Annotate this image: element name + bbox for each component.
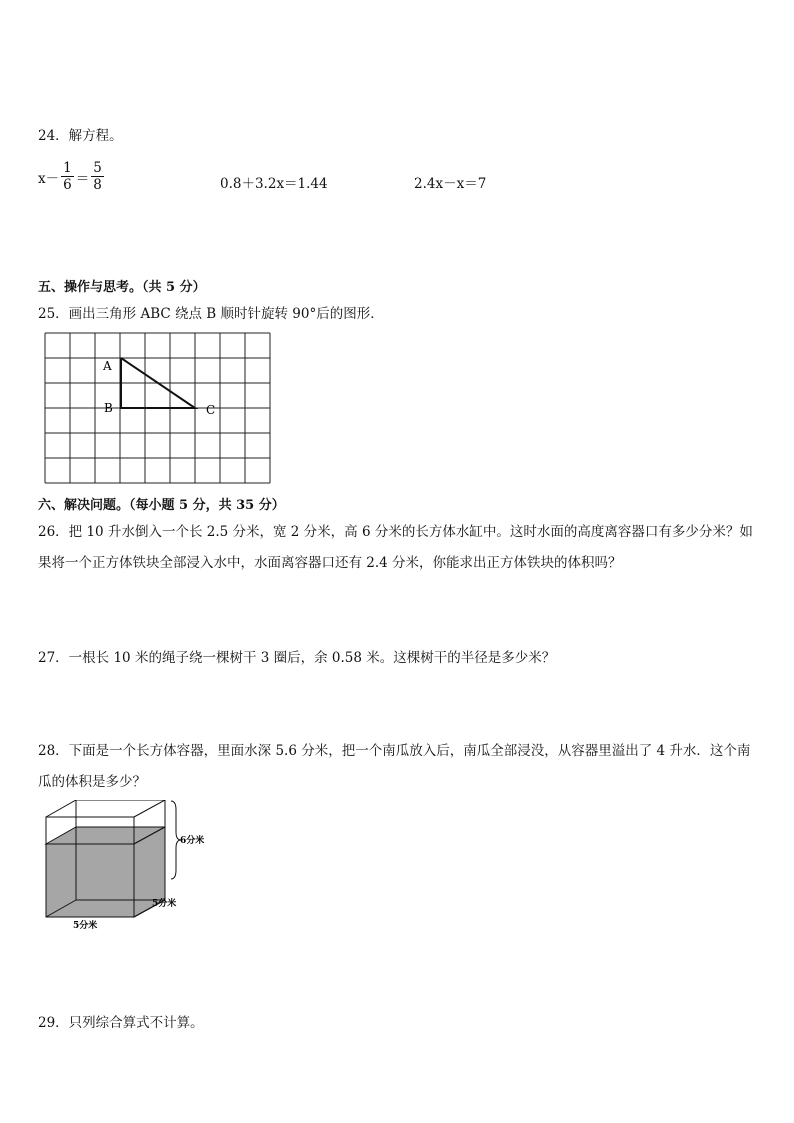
frac1-denominator: 6 <box>63 177 72 193</box>
width-label: 5分米 <box>73 921 98 931</box>
q26-line2: 果将一个正方体铁块全部浸入水中，水面离容器口还有 2.4 分米，你能求出正方体铁块的体积吗？ <box>38 555 622 571</box>
eq1-equals: ＝ <box>75 170 90 187</box>
frac2-denominator: 8 <box>93 177 102 193</box>
vertex-label-b: B <box>104 401 113 415</box>
water-body <box>46 827 165 917</box>
container-figure <box>40 800 220 935</box>
q25-text: 25．画出三角形 ABC 绕点 B 顺时针旋转 90°后的图形． <box>38 306 384 322</box>
vertex-label-a: A <box>103 359 112 373</box>
height-label: 6分米 <box>180 836 205 846</box>
depth-label: 5分米 <box>152 899 177 909</box>
q27-text: 27．一根长 10 米的绳子绕一棵树干 3 圈后，余 0.58 米。这棵树干的半径是多少米？ <box>38 650 556 666</box>
fraction-one-sixth <box>61 160 74 193</box>
frac2-numerator: 5 <box>93 160 102 176</box>
fraction-five-eighths <box>91 160 104 193</box>
q28-line2: 瓜的体积是多少？ <box>38 774 146 790</box>
section6-heading: 六、解决问题。（每小题 5 分，共 35 分） <box>38 498 285 513</box>
section5-heading: 五、操作与思考。（共 5 分） <box>38 280 206 295</box>
eq1-lhs: x－ <box>38 170 60 187</box>
rotation-grid <box>40 330 276 490</box>
frac1-numerator: 1 <box>63 160 72 176</box>
q29-text: 29．只列综合算式不计算。 <box>38 1015 204 1031</box>
q26-line1: 26．把 10 升水倒入一个长 2.5 分米，宽 2 分米，高 6 分米的长方体水缸中。这时水面的高度离容器口有多少分米？如 <box>38 524 753 540</box>
equation-3: 2.4x－x＝7 <box>414 176 487 192</box>
q28-line1: 28．下面是一个长方体容器，里面水深 5.6 分米，把一个南瓜放入后，南瓜全部浸没，从容器里溢出了 4 升水．这个南 <box>38 743 751 759</box>
equation-2: 0.8＋3.2x＝1.44 <box>220 176 328 192</box>
equation-1 <box>38 160 106 193</box>
q24-title: 24．解方程。 <box>38 128 123 144</box>
vertex-label-c: C <box>206 403 216 417</box>
